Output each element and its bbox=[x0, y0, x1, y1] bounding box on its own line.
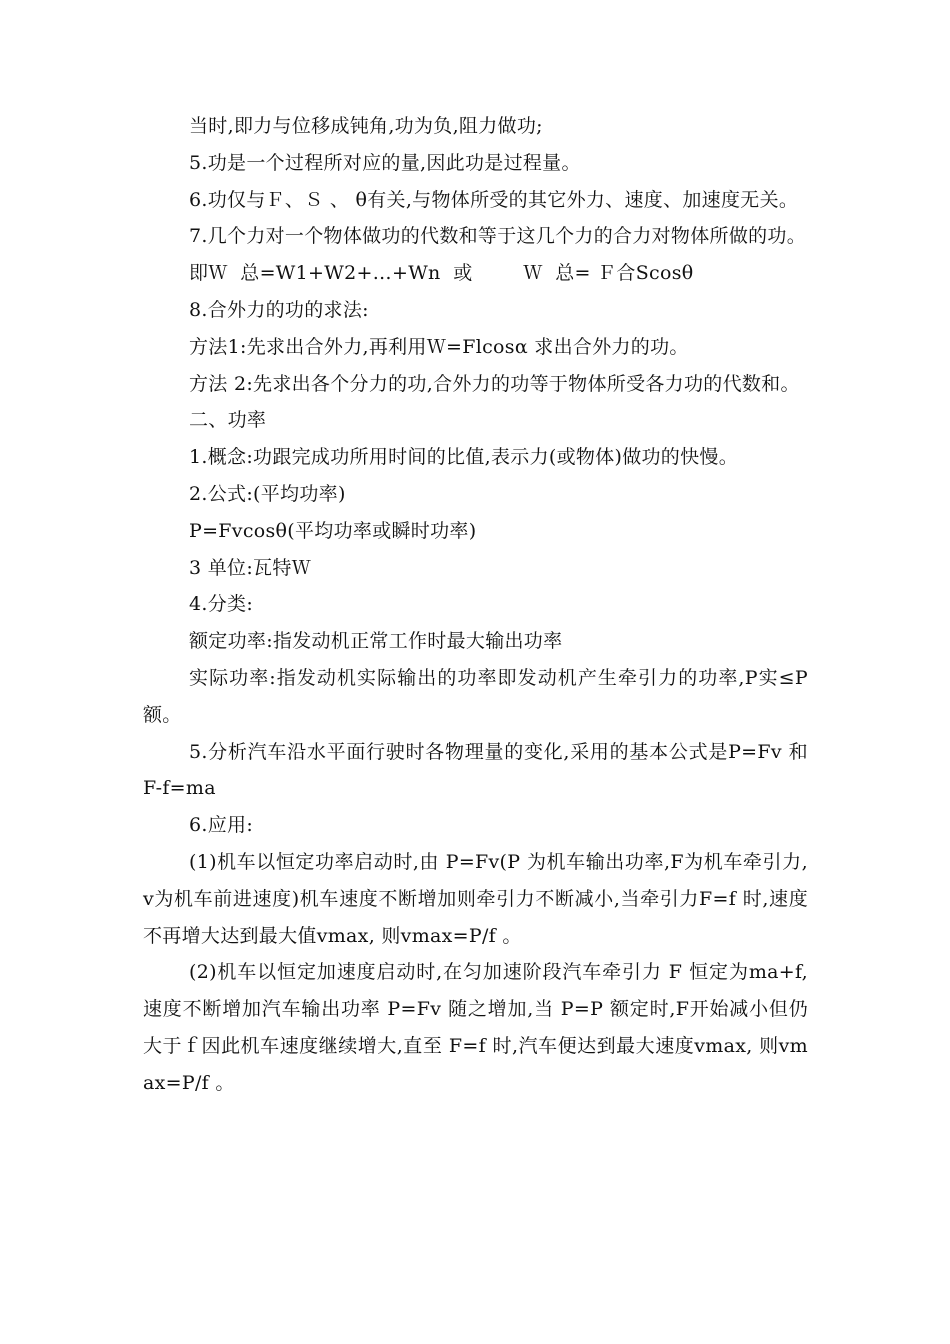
paragraph-work-dependencies: 6.功仅与Ｆ、Ｓ 、 θ有关,与物体所受的其它外力、速度、加速度无关。 bbox=[189, 188, 799, 211]
paragraph-application-heading: 6.应用: bbox=[189, 814, 254, 837]
paragraph-total-work-formula: 即Ｗ 总=W1+W2+…+Wn 或 Ｗ 总= Ｆ合Scosθ bbox=[189, 262, 694, 285]
paragraph-classification: 4.分类: bbox=[189, 593, 254, 616]
paragraph-car-analysis: 5.分析汽车沿水平面行驶时各物理量的变化,采用的基本公式是P=Fv 和F-f=ma bbox=[143, 740, 808, 800]
paragraph-work-process-quantity: 5.功是一个过程所对应的量,因此功是过程量。 bbox=[189, 151, 581, 174]
paragraph-actual-power: 实际功率:指发动机实际输出的功率即发动机产生牵引力的功率,P实≤P额。 bbox=[143, 666, 808, 726]
section-heading-power: 二、功率 bbox=[189, 409, 267, 432]
paragraph-power-concept: 1.概念:功跟完成功所用时间的比值,表示力(或物体)做功的快慢。 bbox=[189, 446, 738, 469]
document-body bbox=[143, 108, 808, 1102]
paragraph-net-work-heading: 8.合外力的功的求法: bbox=[189, 298, 369, 321]
paragraph-power-formula: 2.公式:(平均功率) bbox=[189, 482, 346, 505]
paragraph-negative-work: 当时,即力与位移成钝角,功为负,阻力做功; bbox=[189, 115, 543, 137]
paragraph-algebraic-sum: 7.几个力对一个物体做功的代数和等于这几个力的合力对物体所做的功。 bbox=[189, 225, 807, 248]
paragraph-method-2: 方法 2:先求出各个分力的功,合外力的功等于物体所受各力功的代数和。 bbox=[189, 372, 800, 395]
paragraph-constant-acceleration-start: (2)机车以恒定加速度启动时,在匀加速阶段汽车牵引力 F 恒定为ma+f, 速度不断增加汽车输出功率 P=Fv 随之增加,当 P=P 额定时,F开始减小但仍大于ｆ因此机车速度继续增大,直至 F=f 时,汽车便达到最大速度vmax, 则vmax=P/f 。 bbox=[143, 961, 808, 1094]
paragraph-method-1: 方法1:先求出合外力,再利用Ｗ=Flcosα 求出合外力的功。 bbox=[189, 335, 689, 358]
paragraph-constant-power-start: (1)机车以恒定功率启动时,由 P=Fv(P 为机车输出功率,F为机车牵引力,v为机车前进速度)机车速度不断增加则牵引力不断减小,当牵引力F=f 时,速度不再增大达到最大值vmax, 则vmax=P/f 。 bbox=[143, 850, 808, 947]
paragraph-power-unit: 3 单位:瓦特Ｗ bbox=[189, 556, 311, 579]
paragraph-rated-power: 额定功率:指发动机正常工作时最大输出功率 bbox=[189, 630, 563, 653]
paragraph-instant-power-formula: P=Fvcosθ(平均功率或瞬时功率) bbox=[189, 519, 477, 542]
